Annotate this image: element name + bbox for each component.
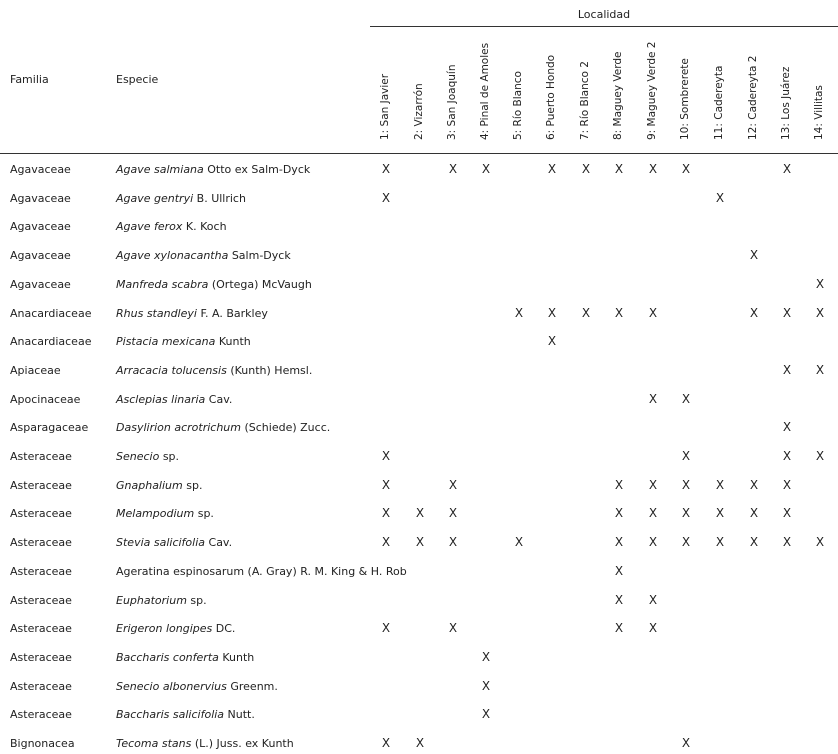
presence-mark: X [448, 535, 458, 550]
presence-mark: X [614, 305, 624, 320]
header-bottom-rule [0, 153, 838, 154]
presence-mark: X [648, 391, 658, 406]
presence-mark: X [681, 736, 691, 750]
presence-mark: X [815, 449, 825, 463]
species-author: sp. [182, 478, 203, 492]
presence-mark: X [815, 276, 825, 291]
locality-header-label: 7: Río Blanco 2 [579, 61, 591, 140]
presence-mark: X [614, 162, 624, 176]
species-name: Baccharis salicifolia [116, 708, 225, 722]
familia-cell: Asteraceae [10, 507, 72, 521]
familia-cell: Asteraceae [10, 622, 72, 636]
presence-mark: X [681, 449, 691, 463]
familia-cell: Bignonacea [10, 737, 75, 750]
presence-mark: X [749, 248, 759, 263]
species-author: Otto ex Salm-Dyck [203, 163, 311, 176]
species-author: Nutt. [224, 708, 255, 722]
familia-cell: Agavaceae [10, 220, 71, 234]
species-author: Kunth [218, 650, 255, 664]
presence-mark: X [381, 621, 391, 636]
locality-header-label: 4: Pinal de Amoles [479, 42, 491, 140]
familia-cell: Asparagaceae [10, 421, 89, 435]
especie-cell [116, 622, 235, 635]
presence-mark: X [648, 621, 658, 636]
familia-cell: Asteraceae [10, 564, 72, 578]
species-author: sp. [194, 507, 214, 521]
presence-mark: X [782, 477, 792, 492]
locality-header-label: 10: Sombrerete [679, 58, 691, 140]
species-author: (L.) Juss. ex Kunth [191, 737, 294, 750]
presence-mark: X [782, 362, 792, 377]
presence-mark: X [381, 449, 391, 463]
familia-cell: Asteraceae [10, 650, 72, 664]
species-name: Erigeron longipes [116, 622, 213, 636]
presence-mark: X [715, 477, 725, 492]
presence-mark: X [782, 162, 792, 176]
presence-mark: X [614, 563, 624, 578]
presence-mark: X [448, 506, 458, 521]
presence-mark: X [381, 535, 391, 550]
species-author: sp. [159, 450, 180, 463]
species-author: Cav. [205, 536, 233, 550]
especie-cell [116, 536, 232, 549]
presence-mark: X [648, 305, 658, 320]
especie-column-header: Especie [116, 73, 159, 86]
presence-mark: X [749, 535, 759, 550]
locality-header-label: 8: Maguey Verde [612, 51, 624, 140]
presence-mark: X [715, 535, 725, 550]
locality-header-label: 1: San Javier [379, 73, 391, 140]
presence-mark: X [514, 535, 524, 550]
locality-header-label: 6: Puerto Hondo [545, 54, 557, 140]
presence-mark: X [614, 592, 624, 607]
presence-mark: X [614, 535, 624, 550]
presence-mark: X [681, 506, 691, 521]
presence-mark: X [749, 506, 759, 521]
presence-mark: X [749, 477, 759, 492]
presence-mark: X [381, 162, 391, 176]
presence-mark: X [381, 190, 391, 205]
species-author: (Ortega) McVaugh [208, 277, 312, 291]
presence-mark: X [614, 477, 624, 492]
presence-mark: X [448, 621, 458, 636]
especie-cell [116, 163, 310, 176]
species-author: DC. [212, 622, 236, 636]
especie-cell [116, 450, 179, 463]
especie-cell [116, 335, 251, 348]
especie-cell [116, 307, 268, 320]
presence-mark: X [514, 305, 524, 320]
locality-header-label: 13: Los Juárez [780, 66, 792, 140]
especie-cell [116, 220, 227, 233]
presence-mark: X [648, 592, 658, 607]
presence-mark: X [481, 678, 491, 693]
presence-mark: X [782, 420, 792, 435]
species-name: Rhus standleyi [116, 306, 197, 320]
presence-mark: X [614, 506, 624, 521]
presence-mark: X [415, 736, 425, 750]
locality-header-label: 3: San Joaquín [446, 64, 458, 140]
species-name: Senecio albonervius [116, 679, 227, 693]
presence-mark: X [547, 162, 557, 176]
presence-mark: X [481, 649, 491, 664]
presence-mark: X [415, 506, 425, 521]
presence-mark: X [815, 305, 825, 320]
presence-mark: X [547, 305, 557, 320]
presence-mark: X [749, 305, 759, 320]
familia-cell: Asteraceae [10, 593, 72, 607]
species-name: Tecoma stans [116, 737, 192, 750]
presence-mark: X [448, 477, 458, 492]
species-name: Agave ferox [116, 220, 183, 234]
presence-mark: X [715, 506, 725, 521]
species-author: Greenm. [226, 679, 278, 693]
presence-mark: X [782, 305, 792, 320]
species-name: Senecio [116, 450, 160, 463]
familia-cell: Asteraceae [10, 450, 72, 463]
familia-cell: Asteraceae [10, 679, 72, 693]
presence-mark: X [681, 391, 691, 406]
species-author: Kunth [215, 335, 251, 349]
species-name: Arracacia tolucensis [116, 363, 227, 377]
especie-cell [116, 249, 291, 262]
especie-cell [116, 278, 312, 291]
familia-cell: Asteraceae [10, 478, 72, 492]
familia-cell: Anacardiaceae [10, 306, 92, 320]
species-name: Baccharis conferta [116, 650, 219, 664]
presence-mark: X [782, 449, 792, 463]
especie-cell [116, 565, 407, 578]
species-author: Cav. [205, 392, 233, 406]
presence-mark: X [581, 162, 591, 176]
presence-mark: X [782, 506, 792, 521]
familia-cell: Agavaceae [10, 277, 71, 291]
presence-mark: X [381, 736, 391, 750]
presence-mark: X [648, 477, 658, 492]
group-header-rule [370, 26, 838, 27]
locality-header-label: 12: Cadereyta 2 [747, 55, 759, 140]
familia-cell: Agavaceae [10, 163, 71, 176]
presence-mark: X [547, 334, 557, 349]
species-author: sp. [186, 593, 207, 607]
familia-cell: Agavaceae [10, 191, 71, 205]
species-name: Agave salmiana [116, 163, 204, 176]
species-author: Ageratina espinosarum (A. Gray) R. M. King & H. Rob [116, 564, 407, 578]
species-author: F. A. Barkley [196, 306, 268, 320]
species-name: Gnaphalium [116, 478, 183, 492]
species-name: Agave xylonacantha [116, 249, 229, 263]
species-name: Dasylirion acrotrichum [116, 421, 241, 435]
locality-header-label: 2: Vizarrón [413, 83, 425, 140]
presence-mark: X [448, 162, 458, 176]
locality-header-label: 14: Villitas [813, 85, 825, 140]
species-name: Melampodium [116, 507, 195, 521]
familia-cell: Apocinaceae [10, 392, 81, 406]
presence-mark: X [815, 362, 825, 377]
familia-column-header: Familia [10, 73, 49, 86]
species-name: Agave gentryi [116, 191, 194, 205]
especie-cell [116, 192, 246, 205]
presence-mark: X [681, 477, 691, 492]
presence-mark: X [681, 162, 691, 176]
especie-cell [116, 393, 232, 406]
species-author: Salm-Dyck [228, 249, 291, 263]
familia-cell: Apiaceae [10, 363, 61, 377]
especie-cell [116, 708, 255, 721]
presence-mark: X [648, 535, 658, 550]
locality-header-label: 9: Maguey Verde 2 [646, 41, 658, 140]
presence-mark: X [648, 162, 658, 176]
species-name: Euphatorium [116, 593, 187, 607]
especie-cell [116, 421, 330, 434]
species-author: K. Koch [182, 220, 227, 234]
presence-mark: X [481, 162, 491, 176]
locality-header-label: 11: Cadereyta [713, 65, 725, 140]
presence-mark: X [581, 305, 591, 320]
presence-mark: X [815, 535, 825, 550]
familia-cell: Asteraceae [10, 708, 72, 722]
familia-cell: Asteraceae [10, 536, 72, 550]
presence-mark: X [415, 535, 425, 550]
species-author: (Schiede) Zucc. [240, 421, 331, 435]
species-name: Pistacia mexicana [116, 335, 216, 349]
familia-cell: Agavaceae [10, 249, 71, 263]
presence-mark: X [614, 621, 624, 636]
presence-mark: X [381, 506, 391, 521]
especie-cell [116, 594, 207, 607]
species-author: B. Ullrich [193, 191, 246, 205]
familia-cell: Anacardiaceae [10, 335, 92, 349]
presence-mark: X [381, 477, 391, 492]
species-name: Asclepias linaria [116, 392, 206, 406]
especie-cell [116, 651, 254, 664]
especie-cell [116, 680, 278, 693]
species-name: Manfreda scabra [116, 277, 209, 291]
presence-mark: X [681, 535, 691, 550]
especie-cell [116, 507, 214, 520]
especie-cell [116, 479, 202, 492]
presence-mark: X [715, 190, 725, 205]
especie-cell [116, 364, 312, 377]
locality-header-label: 5: Río Blanco [512, 71, 524, 140]
localidad-group-header: Localidad [577, 8, 631, 21]
presence-mark: X [782, 535, 792, 550]
presence-mark: X [648, 506, 658, 521]
species-author: (Kunth) Hemsl. [226, 363, 313, 377]
presence-mark: X [481, 707, 491, 722]
especie-cell [116, 737, 294, 750]
species-name: Stevia salicifolia [116, 536, 206, 550]
